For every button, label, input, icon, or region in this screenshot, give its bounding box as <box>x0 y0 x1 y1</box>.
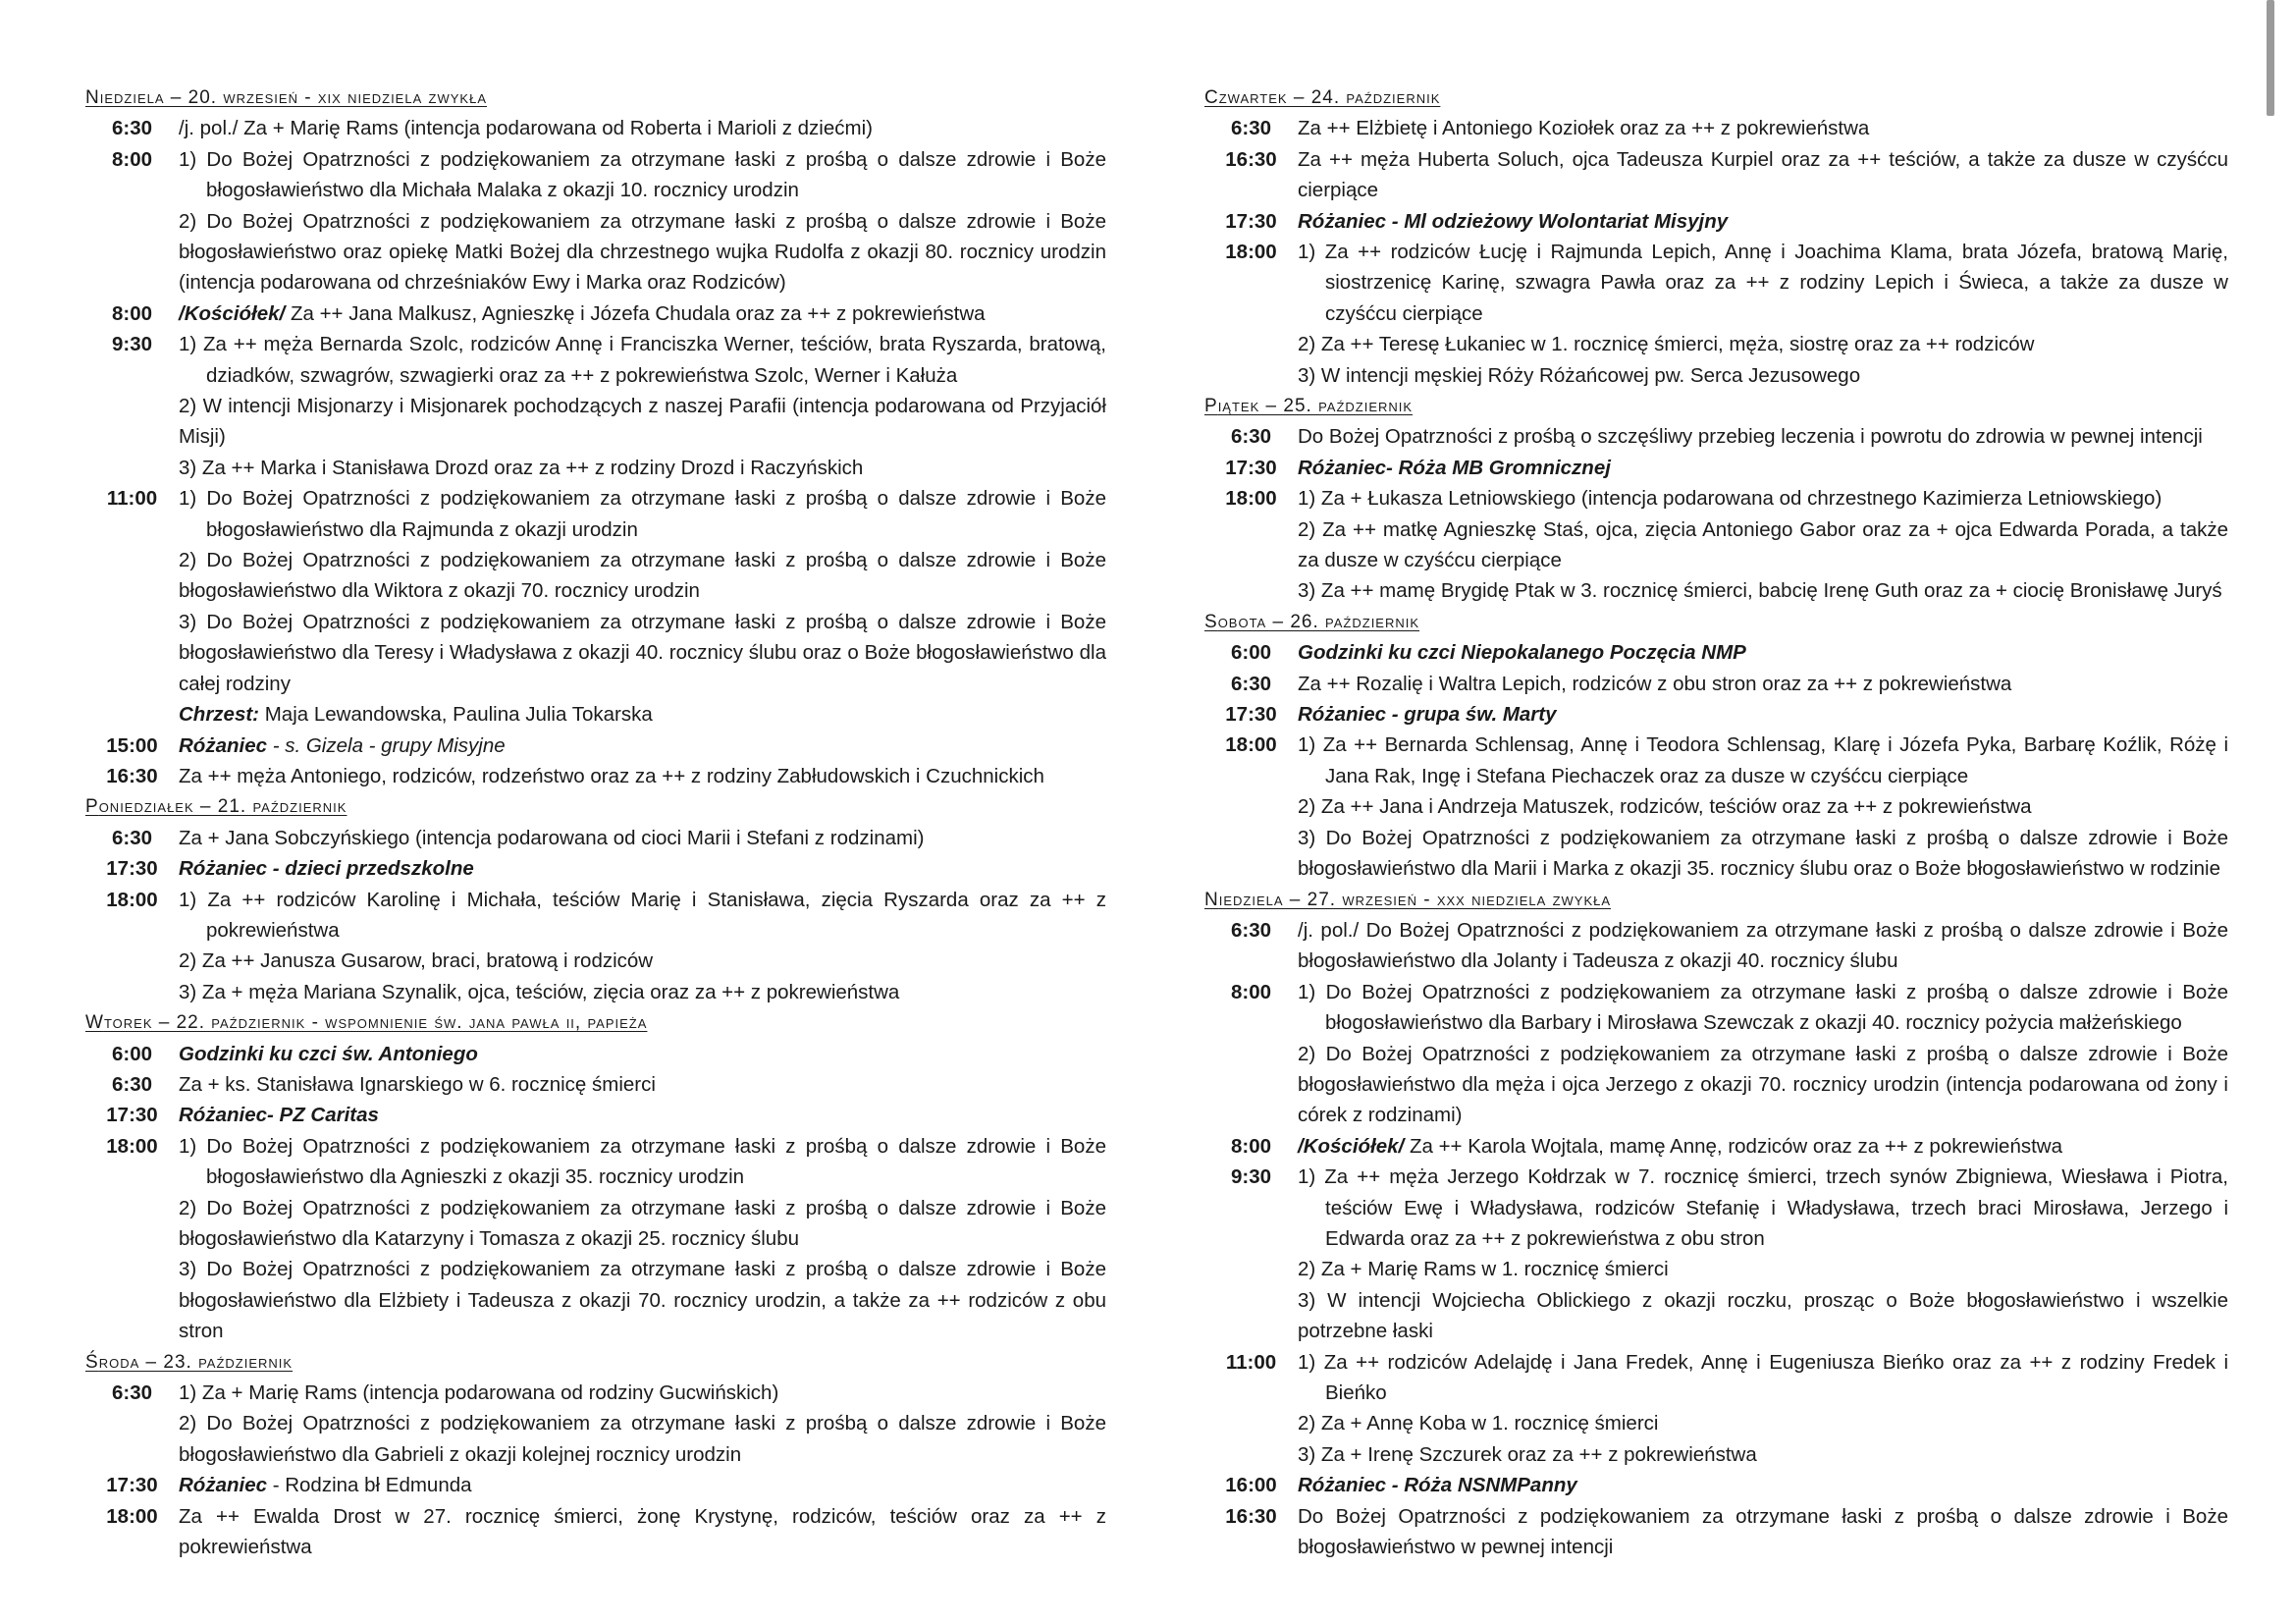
emphasis-label: Różaniec - Róża NSNMPanny <box>1298 1474 1577 1497</box>
emphasis-label: Różaniec - Ml odzieżowy Wolontariat Misyjny <box>1298 209 1729 233</box>
plain-detail: - Rodzina bł Edmunda <box>267 1474 472 1497</box>
entry-first-line <box>85 144 1106 206</box>
intention-line: 2) Za ++ Janusza Gusarow, braci, bratową i rodziców <box>179 949 654 973</box>
emphasis-label: Różaniec- PZ Caritas <box>179 1104 379 1127</box>
intention-line: /j. pol./ Do Bożej Opatrzności z podziękowaniem za otrzymane łaski z prośbą o dalsze zdrowie i Boże błogosławieństwo dla Jolanty i Tadeusza z okazji 40. rocznicy ślubu <box>1298 918 2228 973</box>
emphasis-label: Godzinki ku czci św. Antoniego <box>179 1042 478 1065</box>
mass-time: 18:00 <box>106 1134 158 1158</box>
entry-first-line <box>1204 1470 2228 1500</box>
mass-entry <box>1204 637 2228 668</box>
entry-first-line <box>1204 237 2228 329</box>
left-column <box>85 82 1106 1562</box>
mass-time: 8:00 <box>111 147 153 171</box>
mass-time: 8:00 <box>1230 980 1272 1003</box>
intention-text <box>1298 730 2228 791</box>
emphasis-detail: - s. Gizela - grupy Misyjne <box>267 733 506 757</box>
mass-entry <box>1204 730 2228 884</box>
intention-line: Za ++ Elżbietę i Antoniego Koziołek oraz za ++ z pokrewieństwa <box>1298 117 1870 140</box>
intention-text <box>1298 669 2228 699</box>
intention-text <box>179 853 1106 884</box>
intention-text <box>1298 421 2228 452</box>
mass-time: 17:30 <box>1225 456 1277 479</box>
entry-first-line <box>85 1131 1106 1193</box>
mass-time: 17:30 <box>106 1474 158 1497</box>
mass-entry <box>1204 113 2228 143</box>
entry-first-line <box>1204 206 2228 237</box>
entry-first-line <box>1204 1131 2228 1162</box>
intention-line: 2) Za + Annę Koba w 1. rocznicę śmierci <box>1298 1412 1659 1435</box>
mass-entry <box>85 1131 1106 1347</box>
intention-text <box>179 1378 1106 1408</box>
entry-first-line <box>1204 977 2228 1039</box>
mass-time: 16:30 <box>1225 147 1277 171</box>
mass-time: 16:30 <box>1225 1504 1277 1528</box>
mass-time: 17:30 <box>1225 703 1277 727</box>
intention-text <box>179 761 1106 791</box>
intention-line: 2) Do Bożej Opatrzności z podziękowaniem za otrzymane łaski z prośbą o dalsze zdrowie i Boże błogosławieństwo oraz opiekę Matki Bożej dla chrzestnego wujka Rudolfa z okazji 80. rocznicy urodzin (intencja podarowana od chrześniaków Ewy i Marka oraz Rodziców) <box>179 209 1106 295</box>
intention-line: Za ++ męża Huberta Soluch, ojca Tadeusza Kurpiel oraz za ++ teściów, a także za dusze w czyśćcu cierpiące <box>1298 147 2228 202</box>
mass-entry <box>85 885 1106 1008</box>
intention-line: 1) Do Bożej Opatrzności z podziękowaniem za otrzymane łaski z prośbą o dalsze zdrowie i Boże błogosławieństwo dla Barbary i Mirosława Szewczak z okazji 40. rocznicy pożycia małżeńskiego <box>1298 980 2228 1035</box>
intention-line: 1) Za ++ męża Bernarda Szolc, rodziców Annę i Franciszka Werner, teściów, brata Ryszarda, bratową, dziadków, szwagrów, szwagierki oraz za ++ z pokrewieństwa Szolc, Werner i Kałuża <box>179 333 1106 387</box>
intention-text <box>179 1501 1106 1563</box>
entry-first-line <box>85 1069 1106 1100</box>
baptism-label: Chrzest: <box>179 703 260 727</box>
mass-entry <box>1204 421 2228 452</box>
day-header: Piątek – 25. październik <box>1204 396 1414 417</box>
intention-line: 3) Do Bożej Opatrzności z podziękowaniem za otrzymane łaski z prośbą o dalsze zdrowie i Boże błogosławieństwo dla Teresy i Władysława z okazji 40. rocznicy ślubu oraz o Boże błogosławieństwo dla całej rodziny <box>179 610 1106 695</box>
intention-text <box>179 731 1106 761</box>
intention-line: 1) Do Bożej Opatrzności z podziękowaniem za otrzymane łaski z prośbą o dalsze zdrowie i Boże błogosławieństwo dla Michała Malaka z okazji 10. rocznicy urodzin <box>179 147 1106 202</box>
mass-entry <box>1204 144 2228 206</box>
intention-line: 1) Do Bożej Opatrzności z podziękowaniem za otrzymane łaski z prośbą o dalsze zdrowie i Boże błogosławieństwo dla Rajmunda z okazji urodzin <box>179 487 1106 541</box>
mass-entry <box>85 1470 1106 1500</box>
mass-entry <box>85 113 1106 143</box>
mass-entry <box>85 1501 1106 1563</box>
emphasis-label: /Kościółek/ <box>1298 1134 1405 1158</box>
intention-line: Za ++ Karola Wojtala, mamę Annę, rodziców oraz za ++ z pokrewieństwa <box>1404 1134 2063 1158</box>
mass-time: 8:00 <box>1230 1134 1272 1158</box>
intention-text <box>179 113 1106 143</box>
mass-entry <box>85 298 1106 329</box>
entry-first-line <box>85 483 1106 545</box>
intention-text <box>1298 237 2228 329</box>
mass-time: 11:00 <box>1225 1350 1277 1374</box>
mass-entry <box>1204 669 2228 699</box>
intention-line: Za + Jana Sobczyńskiego (intencja podarowana od cioci Marii i Stefani z rodzinami) <box>179 826 925 849</box>
mass-entry <box>85 1378 1106 1470</box>
mass-entry <box>85 1039 1106 1069</box>
mass-entry <box>1204 1131 2228 1162</box>
intention-line: 1) Za ++ męża Jerzego Kołdrzak w 7. rocznicę śmierci, trzech synów Zbigniewa, Wiesława i Piotra, teściów Ewę i Władysława, rodziców Stefanię i Władysława, trzech braci Mirosława, Jerzego i Edwarda oraz za ++ z pokrewieństwa z obu stron <box>1298 1165 2228 1250</box>
entry-first-line <box>1204 113 2228 143</box>
mass-time: 16:30 <box>106 764 158 787</box>
mass-time: 6:30 <box>1230 117 1272 140</box>
entry-first-line <box>85 1039 1106 1069</box>
intention-line: 1) Za ++ rodziców Adelajdę i Jana Fredek, Annę i Eugeniusza Bieńko oraz za ++ z rodziny Fredek i Bieńko <box>1298 1350 2228 1404</box>
mass-time: 9:30 <box>111 333 153 356</box>
entry-first-line <box>85 761 1106 791</box>
intention-line: 3) Za ++ mamę Brygidę Ptak w 3. rocznicę śmierci, babcię Irenę Guth oraz za + ciocię Bronisławę Juryś <box>1298 579 2222 603</box>
entry-first-line <box>85 1378 1106 1408</box>
intention-line: 1) Za + Łukasza Letniowskiego (intencja podarowana od chrzestnego Kazimierza Letniowskiego) <box>1298 487 2163 511</box>
intention-text <box>179 144 1106 206</box>
intention-text <box>179 1100 1106 1130</box>
mass-time: 18:00 <box>106 1504 158 1528</box>
entry-first-line <box>85 1470 1106 1500</box>
mass-time: 15:00 <box>106 733 158 757</box>
mass-time: 6:00 <box>1230 641 1272 665</box>
mass-entry <box>1204 1347 2228 1471</box>
day-header: Środa – 23. październik <box>85 1351 294 1373</box>
intention-text <box>179 1470 1106 1500</box>
entry-first-line <box>85 298 1106 329</box>
mass-entry <box>1204 206 2228 237</box>
intention-line: 3) Do Bożej Opatrzności z podziękowaniem za otrzymane łaski z prośbą o dalsze zdrowie i Boże błogosławieństwo dla Elżbiety i Tadeusza z okazji 70. rocznicy urodzin, a także za ++ rodziców z obu stron <box>179 1258 1106 1343</box>
mass-time: 18:00 <box>106 888 158 911</box>
intention-line: 3) Za + męża Mariana Szynalik, ojca, teściów, zięcia oraz za ++ z pokrewieństwa <box>179 980 900 1003</box>
entry-first-line <box>1204 453 2228 483</box>
mass-time: 6:30 <box>1230 425 1272 449</box>
intention-line: 2) Do Bożej Opatrzności z podziękowaniem za otrzymane łaski z prośbą o dalsze zdrowie i Boże błogosławieństwo dla Wiktora z okazji 70. rocznicy urodzin <box>179 549 1106 603</box>
baptism-names: Maja Lewandowska, Paulina Julia Tokarska <box>259 703 653 727</box>
entry-first-line <box>85 1501 1106 1563</box>
mass-time: 6:30 <box>1230 672 1272 695</box>
entry-first-line <box>85 731 1106 761</box>
emphasis-label: Godzinki ku czci Niepokalanego Poczęcia NMP <box>1298 641 1746 665</box>
intention-text <box>179 483 1106 545</box>
intention-line: 3) W intencji Wojciecha Oblickiego z okazji roczku, prosząc o Boże błogosławieństwo i wszelkie potrzebne łaski <box>1298 1288 2228 1343</box>
mass-entry <box>1204 453 2228 483</box>
intention-text <box>1298 699 2228 730</box>
intention-text <box>1298 915 2228 977</box>
intention-line: 2) Do Bożej Opatrzności z podziękowaniem za otrzymane łaski z prośbą o dalsze zdrowie i Boże błogosławieństwo dla męża i ojca Jerzego z okazji 70. rocznicy urodzin (intencja podarowana od żony i córek z rodzinami) <box>1298 1042 2228 1127</box>
day-header: Niedziela – 27. wrzesień - xxx niedziela zwykła <box>1204 889 1612 910</box>
intention-line: 1) Za ++ rodziców Karolinę i Michała, teściów Marię i Stanisława, zięcia Ryszarda oraz za ++ z pokrewieństwa <box>179 888 1106 942</box>
mass-time: 6:30 <box>1230 918 1272 942</box>
emphasis-label: /Kościółek/ <box>179 301 286 325</box>
intention-line: 2) Za ++ matkę Agnieszkę Staś, ojca, zięcia Antoniego Gabor oraz za + ojca Edwarda Porada, a także za dusze w czyśćcu cierpiące <box>1298 517 2228 572</box>
mass-entry <box>1204 1162 2228 1346</box>
mass-entry <box>1204 1470 2228 1500</box>
intention-line: Za ++ Ewalda Drost w 27. rocznicę śmierci, żonę Krystynę, rodziców, teściów oraz za ++ z pokrewieństwa <box>179 1504 1106 1559</box>
intention-text <box>1298 977 2228 1039</box>
entry-first-line <box>1204 144 2228 206</box>
intention-line: 3) Za ++ Marka i Stanisława Drozd oraz za ++ z rodziny Drozd i Raczyńskich <box>179 456 864 479</box>
right-column <box>1204 82 2228 1562</box>
intention-text <box>1298 144 2228 206</box>
entry-first-line <box>85 1100 1106 1130</box>
emphasis-label: Różaniec - dzieci przedszkolne <box>179 857 474 881</box>
intention-text <box>179 1069 1106 1100</box>
mass-entry <box>85 823 1106 853</box>
intention-text <box>1298 1501 2228 1563</box>
mass-time: 6:30 <box>111 117 153 140</box>
emphasis-label: Różaniec <box>179 1474 267 1497</box>
mass-entry <box>85 483 1106 699</box>
intention-line: 2) Za ++ Jana i Andrzeja Matuszek, rodziców, teściów oraz za ++ z pokrewieństwa <box>1298 795 2032 819</box>
mass-entry <box>85 1100 1106 1130</box>
mass-time: 18:00 <box>1225 241 1277 264</box>
intention-text <box>1298 637 2228 668</box>
mass-entry <box>85 853 1106 884</box>
mass-time: 6:30 <box>111 826 153 849</box>
intention-text <box>179 823 1106 853</box>
mass-entry <box>85 761 1106 791</box>
entry-first-line <box>85 885 1106 947</box>
intention-text <box>1298 483 2228 514</box>
intention-line: 2) Do Bożej Opatrzności z podziękowaniem za otrzymane łaski z prośbą o dalsze zdrowie i Boże błogosławieństwo dla Gabrieli z okazji kolejnej rocznicy urodzin <box>179 1412 1106 1466</box>
entry-first-line <box>1204 1162 2228 1254</box>
intention-text <box>179 298 1106 329</box>
day-header: Sobota – 26. październik <box>1204 611 1420 632</box>
day-header: Poniedziałek – 21. październik <box>85 796 347 818</box>
intention-text <box>179 329 1106 391</box>
entry-first-line <box>1204 1501 2228 1563</box>
intention-line: Za ++ Jana Malkusz, Agnieszkę i Józefa Chudala oraz za ++ z pokrewieństwa <box>285 301 986 325</box>
mass-entry <box>85 329 1106 483</box>
intention-line: 3) W intencji męskiej Róży Różańcowej pw. Serca Jezusowego <box>1298 363 1861 387</box>
intention-line: 3) Za + Irenę Szczurek oraz za ++ z pokrewieństwa <box>1298 1442 1757 1466</box>
emphasis-label: Różaniec- Róża MB Gromnicznej <box>1298 456 1611 479</box>
emphasis-label: Różaniec - grupa św. Marty <box>1298 703 1557 727</box>
intention-text <box>1298 453 2228 483</box>
mass-time: 11:00 <box>106 487 158 511</box>
mass-time: 8:00 <box>111 301 153 325</box>
entry-first-line <box>85 823 1106 853</box>
mass-entry <box>85 1069 1106 1100</box>
mass-time: 18:00 <box>1225 733 1277 757</box>
mass-entry <box>1204 1501 2228 1563</box>
scrollbar-thumb[interactable] <box>2267 0 2274 116</box>
mass-time: 6:00 <box>111 1042 153 1065</box>
entry-first-line <box>1204 421 2228 452</box>
intention-text <box>1298 113 2228 143</box>
entry-first-line <box>1204 730 2228 791</box>
mass-entry <box>1204 483 2228 607</box>
mass-time: 18:00 <box>1225 487 1277 511</box>
intention-line: 1) Za ++ rodziców Łucję i Rajmunda Lepich, Annę i Joachima Klama, brata Józefa, bratową Marię, siostrzenicę Karinę, szwagra Pawła oraz za ++ z rodziny Lepich i Świeca, a także za dusze w czyśćcu cierpiące <box>1298 241 2228 325</box>
intention-text <box>179 1131 1106 1193</box>
mass-time: 6:30 <box>111 1381 153 1404</box>
intention-line: Do Bożej Opatrzności z prośbą o szczęśliwy przebieg leczenia i powrotu do zdrowia w pewnej intencji <box>1298 425 2203 449</box>
intention-line: Za ++ Rozalię i Waltra Lepich, rodziców z obu stron oraz za ++ z pokrewieństwa <box>1298 672 2012 695</box>
entry-first-line <box>85 113 1106 143</box>
mass-time: 16:00 <box>1225 1474 1277 1497</box>
mass-entry <box>1204 699 2228 730</box>
entry-first-line <box>1204 483 2228 514</box>
emphasis-label: Różaniec <box>179 733 267 757</box>
mass-time: 6:30 <box>111 1072 153 1096</box>
entry-first-line <box>1204 915 2228 977</box>
mass-entry <box>1204 977 2228 1131</box>
mass-entry <box>1204 237 2228 391</box>
mass-entry <box>1204 915 2228 977</box>
intention-line: 3) Do Bożej Opatrzności z podziękowaniem za otrzymane łaski z prośbą o dalsze zdrowie i Boże błogosławieństwo dla Marii i Marka z okazji 35. rocznicy ślubu oraz o Boże błogosławieństwo w rodzinie <box>1298 826 2228 881</box>
day-header: Czwartek – 24. październik <box>1204 87 1441 108</box>
intention-line: 1) Za ++ Bernarda Schlensag, Annę i Teodora Schlensag, Klarę i Józefa Pyka, Barbarę Koźlik, Różę i Jana Rak, Ingę i Stefana Piechaczek oraz za dusze w czyśćcu cierpiące <box>1298 733 2228 787</box>
intention-text <box>1298 206 2228 237</box>
entry-first-line <box>1204 669 2228 699</box>
mass-entry <box>85 144 1106 298</box>
day-header: Wtorek – 22. październik - wspomnienie św. jana pawła ii, papieża <box>85 1012 648 1034</box>
intention-text <box>1298 1162 2228 1254</box>
intention-text <box>1298 1131 2228 1162</box>
mass-time: 17:30 <box>106 1104 158 1127</box>
intention-line: 2) Za + Marię Rams w 1. rocznicę śmierci <box>1298 1258 1669 1281</box>
intention-text <box>179 1039 1106 1069</box>
intention-line: 2) Do Bożej Opatrzności z podziękowaniem za otrzymane łaski z prośbą o dalsze zdrowie i Boże błogosławieństwo dla Katarzyny i Tomasza z okazji 25. rocznicy ślubu <box>179 1196 1106 1250</box>
entry-first-line <box>1204 637 2228 668</box>
mass-time: 17:30 <box>1225 209 1277 233</box>
day-header: Niedziela – 20. wrzesień - xix niedziela zwykła <box>85 87 487 108</box>
intention-line: 1) Do Bożej Opatrzności z podziękowaniem za otrzymane łaski z prośbą o dalsze zdrowie i Boże błogosławieństwo dla Agnieszki z okazji 35. rocznicy urodzin <box>179 1134 1106 1189</box>
intention-line: 1) Za + Marię Rams (intencja podarowana od rodziny Gucwińskich) <box>179 1381 779 1404</box>
entry-first-line <box>85 853 1106 884</box>
intention-line: 2) W intencji Misjonarzy i Misjonarek pochodzących z naszej Parafii (intencja podarowana od Przyjaciół Misji) <box>179 395 1106 449</box>
mass-time: 17:30 <box>106 857 158 881</box>
mass-entry <box>85 731 1106 761</box>
entry-first-line <box>1204 1347 2228 1409</box>
intention-line: /j. pol./ Za + Marię Rams (intencja podarowana od Roberta i Marioli z dziećmi) <box>179 117 873 140</box>
intention-line: Za + ks. Stanisława Ignarskiego w 6. rocznicę śmierci <box>179 1072 656 1096</box>
intention-line: Za ++ męża Antoniego, rodziców, rodzeństwo oraz za ++ z rodziny Zabłudowskich i Czuchnickich <box>179 764 1044 787</box>
intention-line: 2) Za ++ Teresę Łukaniec w 1. rocznicę śmierci, męża, siostrę oraz za ++ rodziców <box>1298 333 2035 356</box>
intention-line: Do Bożej Opatrzności z podziękowaniem za otrzymane łaski z prośbą o dalsze zdrowie i Boże błogosławieństwo w pewnej intencji <box>1298 1504 2228 1559</box>
intention-text <box>1298 1470 2228 1500</box>
baptism-line <box>85 699 1106 730</box>
entry-first-line <box>85 329 1106 391</box>
intention-text <box>1298 1347 2228 1409</box>
entry-first-line <box>1204 699 2228 730</box>
intention-text <box>179 885 1106 947</box>
mass-time: 9:30 <box>1230 1165 1272 1189</box>
